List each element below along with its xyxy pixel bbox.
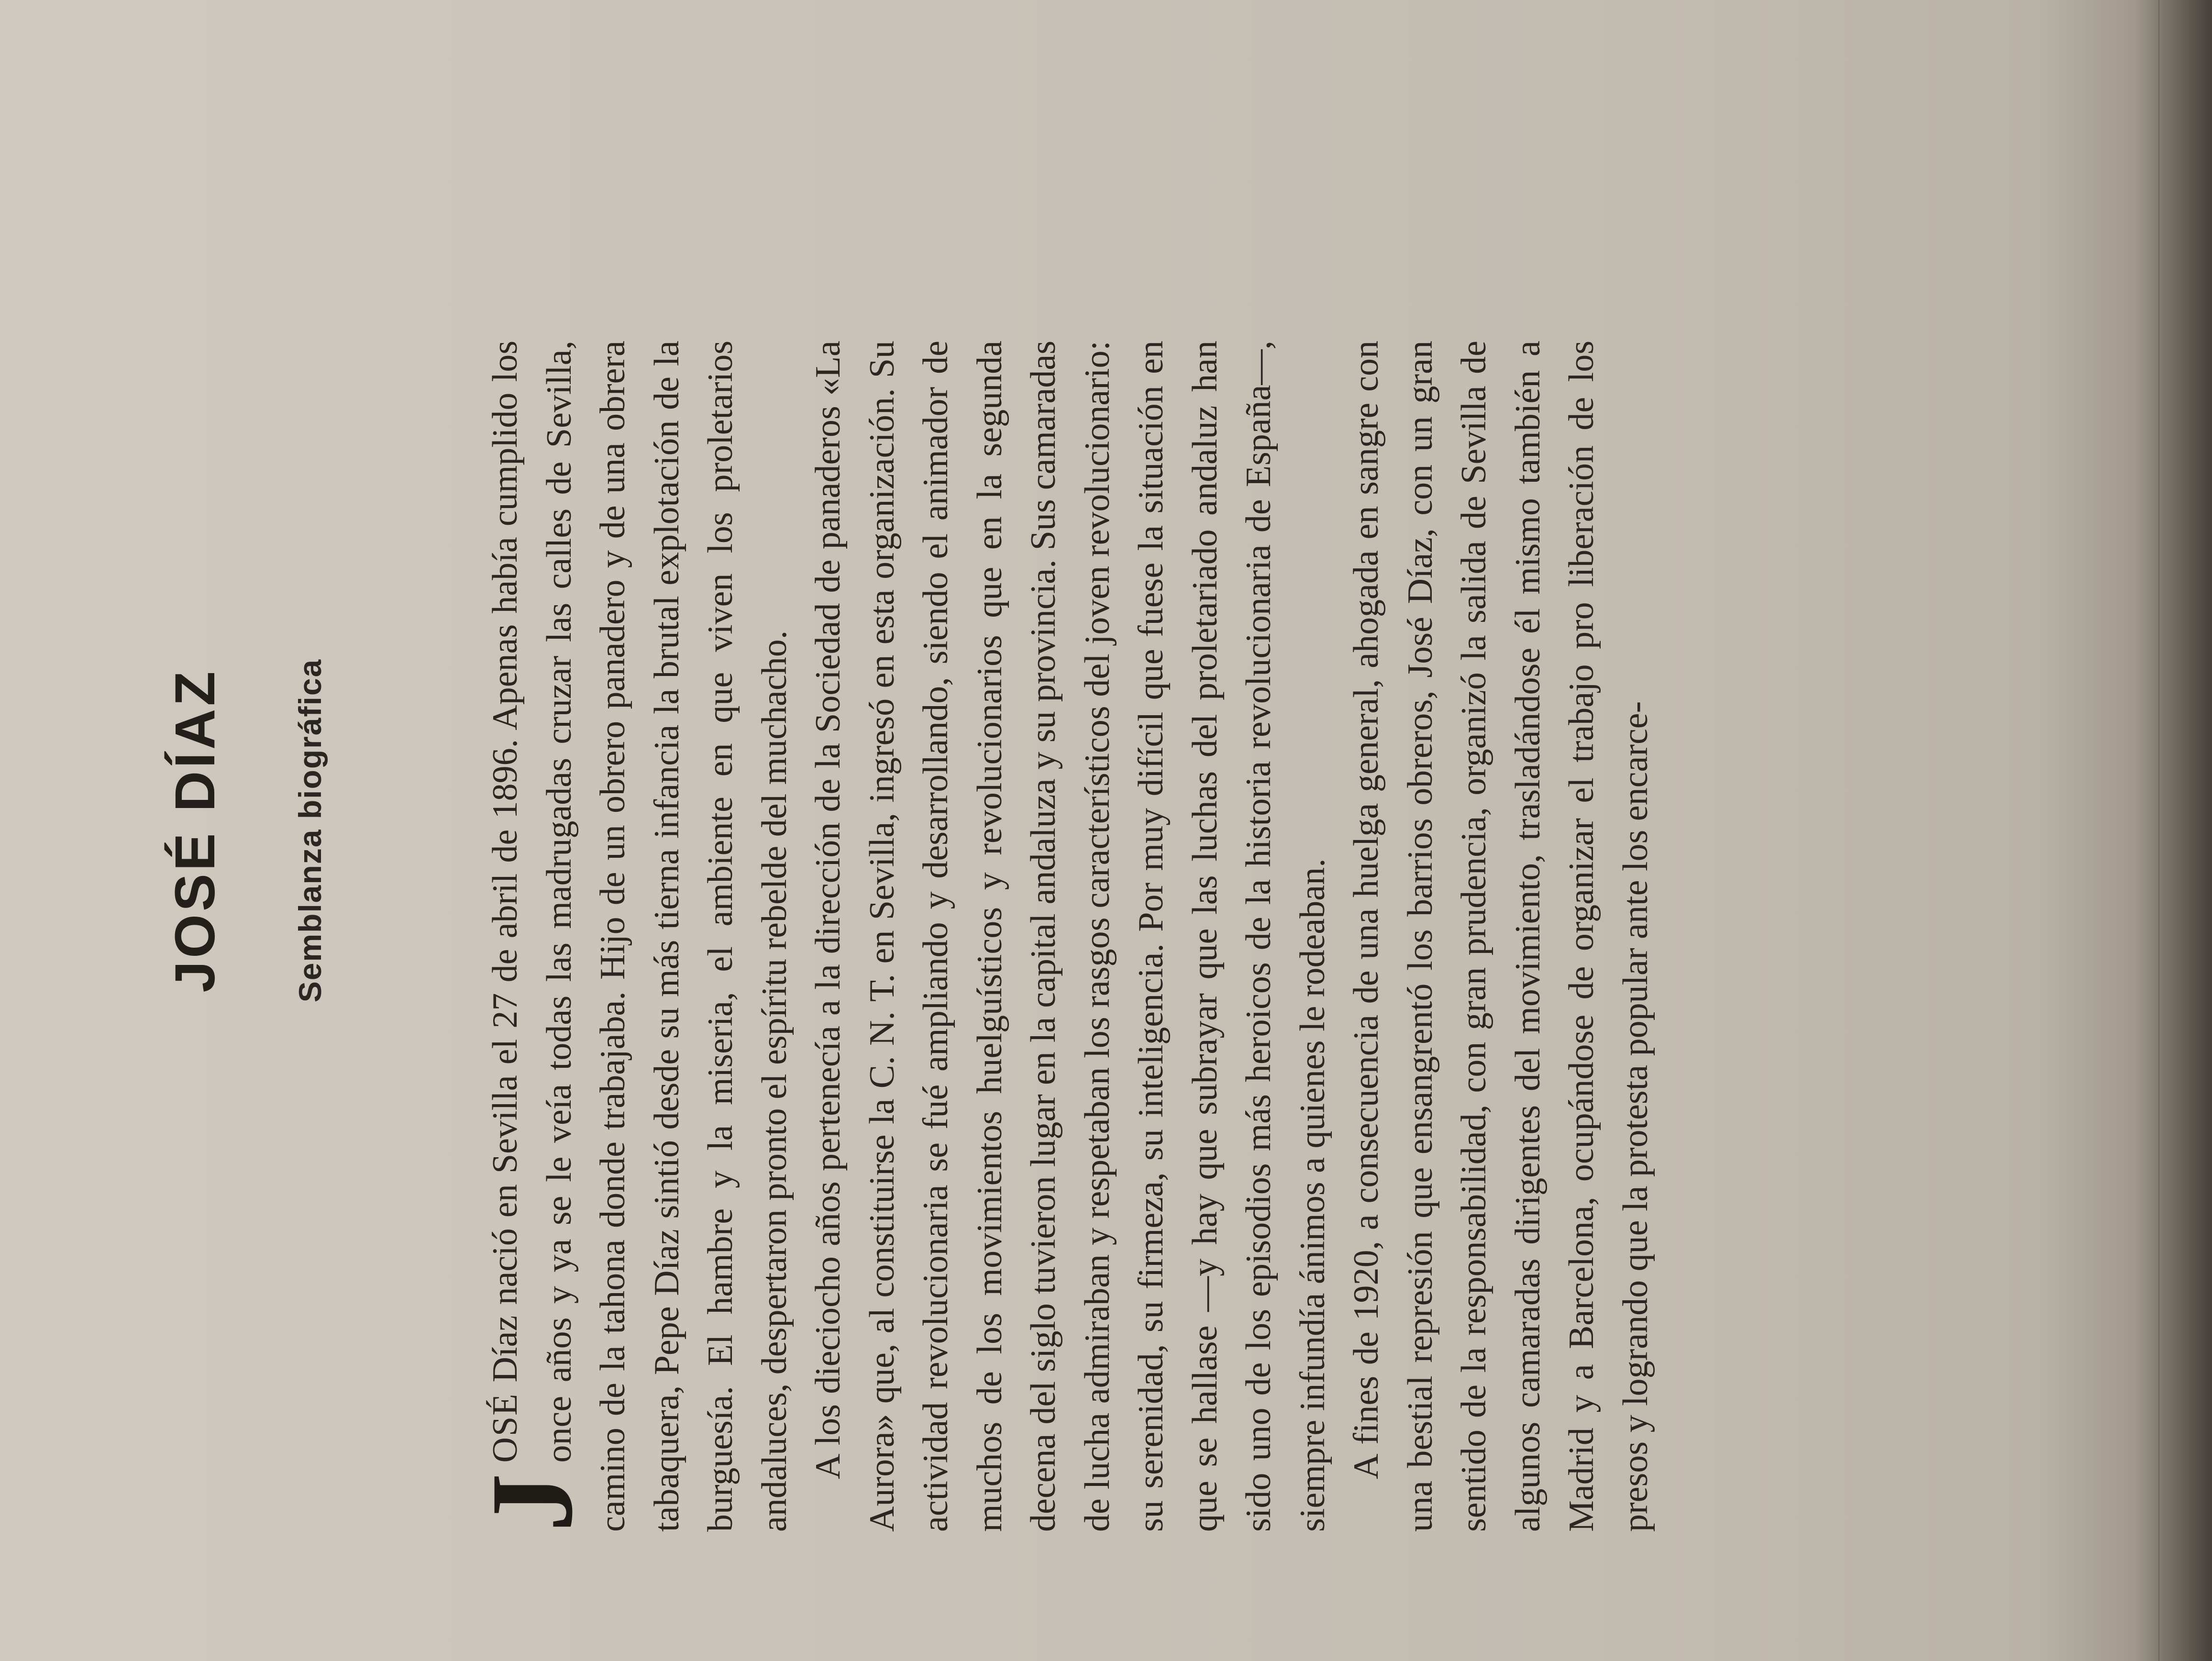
article-title: JOSÉ DÍAZ bbox=[164, 668, 227, 993]
article-subtitle: Semblanza biográfica bbox=[292, 658, 328, 1003]
paragraph-2: A los dieciocho años pertenecía a la dirección de la Sociedad de panaderos «La Aurora» que, al constituirse la C. N. T. en Sevilla, ingresó en esta organización. Su actividad revolucionaria se fué ampliando y desarrollando, siendo el animador de muchos de los movimientos huelguísticos y revolucionarios que en la segunda decena del siglo tuvieron lugar en la capital andaluza y su provincia. Sus camaradas de lucha admiraban y respetaban los rasgos característicos del joven revolucionario: su serenidad, su firmeza, su inteligencia. Por muy difícil que fuese la situación en que se hallase —y hay que subrayar que las luchas del proletariado andaluz han sido uno de los episodios más heroicos de la historia revolucionaria de España—, siempre infundía ánimos a quienes le rodeaban. bbox=[808, 341, 1332, 1532]
first-word-rest: OSÉ bbox=[486, 1393, 525, 1463]
article-body bbox=[467, 341, 1662, 1532]
paragraph-3: A fines de 1920, a consecuencia de una huelga general, ahogada en sangre con una bestial represión que ensangrentó los barrios obreros, José Díaz, con un gran sentido de la responsabilidad, con gran prudencia, organizó la salida de Sevilla de algunos camaradas dirigentes del movimiento, trasladándose él mismo también a Madrid y a Barcelona, ocupándose de organizar el trabajo pro liberación de los presos y logrando que la protesta popular ante los encarce- bbox=[1347, 341, 1655, 1532]
paragraph-1 bbox=[467, 341, 801, 1532]
drop-cap: J bbox=[467, 1473, 597, 1532]
paragraph-1-text: Díaz nació en Sevilla el 27 de abril de 1896. Apenas había cumplido los once años y ya se le veía todas las madrugadas cruzar las calles de Sevilla, camino de la tahona donde trabajaba. Hijo de un obrero panadero y de una obrera tabaquera, Pepe Díaz sintió desde su más tierna infancia la brutal explotación de la burguesía. El hambre y la miseria, el ambiente en que viven los proletarios andaluces, despertaron pronto el espíritu rebelde del muchacho. bbox=[486, 341, 794, 1532]
